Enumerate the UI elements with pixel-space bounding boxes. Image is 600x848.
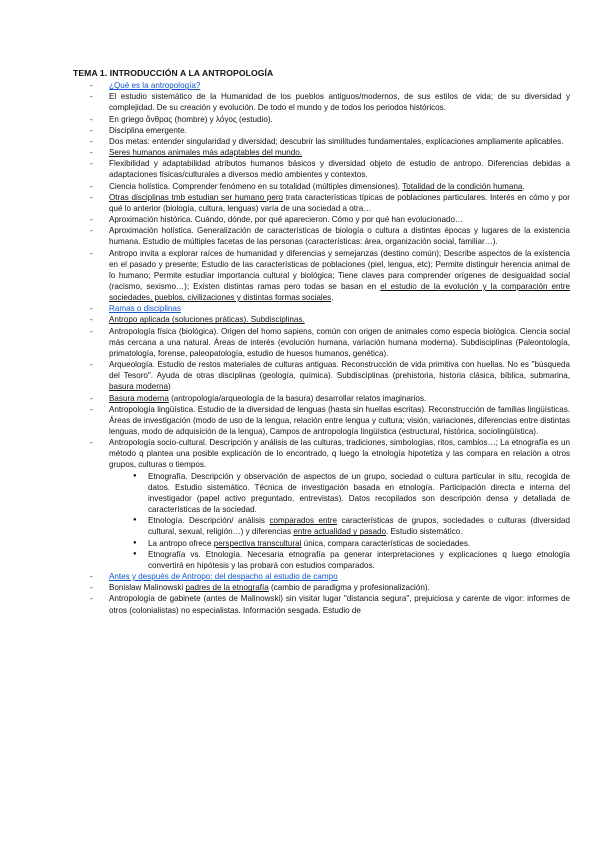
underlined-text: padres de la etnografía [185,583,269,593]
link-ramas-disciplinas[interactable]: Ramas o disciplinas [109,304,181,314]
list-item [73,437,570,470]
list-item: - Aproximación holística. Generalización de características de biología o cultura a distintas épocas y lugares de la existencia humana. Estudio de múltiples facetas de las personas (características: área, organización social, familiar…). [73,225,570,247]
text: Etnología. Descripción/ análisis [148,516,270,526]
text: ) [167,382,171,392]
link-antes-despues[interactable]: Antes y después de Antropo: del despacho al estudio de campo [109,572,338,582]
bullet-item [73,538,570,549]
section-heading-antes-despues [73,571,570,582]
list-item [73,192,570,214]
list-item: - Antropología lingüística. Estudio de la diversidad de lenguas (hasta sin huellas escritas). Reconstrucción de familias lingüísticas. Áreas de investigación (modo de uso de la lengua, relación entre lengua y cultura; visión, variaciones, diferencias entre distintas lenguas, modo de adquisición de la lengua), Campos de antropología lingüística (estructural, histórica, sociolingüística). [73,404,570,437]
list-item [73,359,570,392]
text: Ciencia holística. Comprender fenómeno en su totalidad (múltiples dimensiones). [109,181,403,191]
list-item: - Dos metas: entender singularidad y diversidad; descubrir las similitudes fundamentales, explicaciones ampliamente aplicables. [73,136,570,147]
section-heading-ramas [73,303,570,314]
list-item [73,248,570,304]
text: trata características típicas de poblaciones particulares. Interés en cómo y por qué lo anterior (biología, cultura, lenguas) varía de una sociedad a otra… [109,192,570,213]
text: Arqueología. Estudio de restos materiales de culturas antiguas. Reconstrucción de vida primitiva con huellas. No es "búsqueda del Tesoro". Ayuda de otras disciplinas (geología, química). Subdisciplinas (prehistoria, historia clásica, bíblica, submarina, [109,360,570,381]
text: Bonislaw Malinowski [109,583,186,593]
underlined-text: el estudio de la evolución y la comparación entre sociedades, pueblos, civilizaciones y distintas formas sociales [109,281,570,303]
bullet-item: ● Etnografía. Descripción y observación de aspectos de un grupo, sociedad o cultura particular in situ, recogida de datos. Estudio sistemático. Técnica de investigación basada en etnología. Participación directa e interna del investigador (papel activo preguntado, entrevistas). Datos recopilados son descripción densa y detallada de características de la sociedad. [73,471,570,516]
underlined-text: comparados entre [269,516,337,526]
list-item: - Disciplina emergente. [73,125,570,136]
underlined-text: entre actualidad y pasado [293,527,387,537]
text: La antropo ofrece [148,538,214,548]
list-item: - Flexibilidad y adaptabilidad atributos humanos básicos y diversidad objeto de estudio de antropo. Diferencias debidas a adaptaciones físicas/culturales a diversos medio ambientes y contextos. [73,158,570,180]
underlined-text: Antropo aplicada (soluciones práticas). Subdisciplinas. [109,315,305,325]
list-item: - En griego ἄνθρας (hombre) y λόγος (estudio). [73,114,570,125]
list-item: - Antropología de gabinete (antes de Malinowski) sin visitar lugar "distancia segura", prejuiciosa y carente de vigor: informes de otros (colonialistas) no especialistas. Información sesgada. Estudio de [73,593,570,615]
text: única, compara características de sociedades. [301,538,471,548]
list-item [73,314,570,325]
list-item: - El estudio sistemático de la Humanidad de los pueblos antiguos/modernos, de sus estilos de vida; de su diversidad y complejidad. De su creación y evolución. De todo el mundo y de todos los periodos históricos. [73,91,570,113]
list-item [73,147,570,158]
underlined-text: Basura moderna [109,393,169,403]
text: (cambio de paradigma y profesionalización). [268,583,430,593]
list-item: - Antropología física (biológica). Origen del homo sapiens, común con origen de animales como especia biológica. Ciencia social más cercana a una natural. Áreas de interés (evolución humana, variación humana moderna). Subdisciplinas (Paleontología, primatología, forense, paleopatología, estudio de huesos humanos, genética). [73,326,570,359]
underlined-text: Totalidad de la condición humana [402,181,523,191]
list-item [73,181,570,192]
list-item [73,393,570,404]
text: . [331,293,334,303]
outline-list [73,80,570,470]
link-que-es-antropologia[interactable]: ¿Qué es la antropología? [109,81,201,91]
list-item [73,582,570,593]
underlined-text: Otras disciplinas tmb estudian ser humano pero [109,192,284,202]
underlined-text: Seres humanos animales más adaptables del mundo. [109,148,303,158]
text: (antropología/arqueología de la basura) desarrollar relatos imaginarios. [168,393,427,403]
underlined-text: perspectiva transcultural [213,538,302,548]
text: Antropología socio-cultural. Descripción y análisis de las culturas, tradiciones, simbologías, ritos, cambios…; La etnografía es un método q plantea una posible explicación de lo encontrado, q luego la etnología hipotetiza y las compara en relación a otros grupos, culturas o tiempos. [109,438,570,470]
outline-list-2 [73,571,570,616]
text: . Estudio sistemático. [386,527,463,537]
text: Antropo invita a explorar raíces de humanidad y diferencias y semejanzas (destino común); Describe aspectos de la existencia en el pasado y presente; Estudio de las características de poblaciones (piel, lengua, etc); Permite distinguir herencia animal de lo humano; Permite estudiar importancia cultural y biológica; Tiene claves para comprender orígenes de desigualdad social (racismo, sexismo…); Existen distintas ramas pero todas se basan en [109,248,570,291]
section-heading-que-es [73,80,570,91]
bullet-item [73,515,570,537]
list-item: - Aproximación histórica. Cuándo, dónde, por qué aparecieron. Cómo y por qué han evolucionado… [73,214,570,225]
text: . [522,181,525,191]
sub-bullet-list [73,471,570,571]
page-title: TEMA 1. INTRODUCCIÓN A LA ANTROPOLOGÍA [73,68,274,78]
underlined-text: basura moderna [109,382,168,392]
text: características de grupos, sociedades o culturas (diversidad cultural, sexual, religión…) y diferencias [148,516,570,537]
bullet-item: ● Etnografía vs. Etnología. Necesaria etnografía pa generar interpretaciones y explicaciones q luego etnología convertirá en hipótesis y las probará con estudios comparados. [73,549,570,571]
